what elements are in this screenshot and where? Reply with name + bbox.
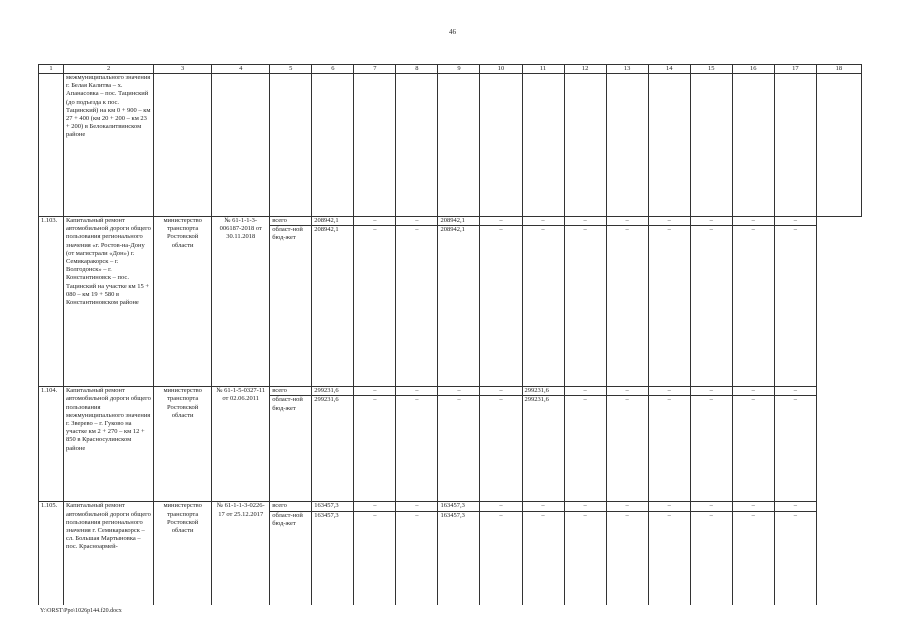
empty-value-dash: – (732, 226, 774, 387)
column-number: 1 (39, 65, 64, 74)
amount-value: 299231,6 (522, 396, 564, 502)
empty-value-dash: – (606, 387, 648, 396)
empty-cell (396, 74, 438, 217)
empty-value-dash: – (648, 387, 690, 396)
column-number: 18 (816, 65, 861, 74)
empty-value-dash: – (480, 217, 522, 226)
empty-cell (648, 74, 690, 217)
empty-value-dash: – (564, 502, 606, 511)
column-number-row (39, 65, 862, 74)
empty-value-dash: – (354, 217, 396, 226)
amount-value: 299231,6 (312, 387, 354, 396)
empty-value-dash: – (480, 226, 522, 387)
funding-source: всего (270, 387, 312, 396)
responsible-agency: министерство транспорта Ростовской области (154, 217, 212, 387)
column-number: 8 (396, 65, 438, 74)
table-row (39, 387, 862, 396)
column-number: 11 (522, 65, 564, 74)
item-description: межмуниципального значения г. Белая Калитва – х. Апанасовка – пос. Тацинский (до подъезда к пос. Тацинский) на км 0 + 900 – км 27 + 400 (км 20 + 200 – км 23 + 200) в Белокалитвинском районе (64, 74, 154, 217)
empty-value-dash: – (606, 511, 648, 605)
empty-value-dash: – (354, 511, 396, 605)
empty-cell (774, 74, 816, 217)
project-document: № 61-1-5-0327-11 от 02.06.2011 (212, 387, 270, 502)
empty-value-dash: – (396, 217, 438, 226)
empty-value-dash: – (564, 511, 606, 605)
column-number: 6 (312, 65, 354, 74)
empty-value-dash: – (690, 387, 732, 396)
empty-value-dash: – (480, 511, 522, 605)
empty-value-dash: – (522, 217, 564, 226)
amount-value: 208942,1 (312, 217, 354, 226)
empty-cell (732, 74, 774, 217)
item-description: Капитальный ремонт автомобильной дороги общего пользования регионального значения «г. Ростов-на-Дону (от магистрали «Дон») г. Семикаракорск – г. Волгодонск» – г. Константиновск – пос. Тацинский на участке км 15 + 080 – км 19 + 580 в Константиновском районе (64, 217, 154, 387)
empty-value-dash: – (438, 387, 480, 396)
empty-value-dash: – (648, 502, 690, 511)
empty-cell (606, 74, 648, 217)
funding-source: всего (270, 217, 312, 226)
empty-value-dash: – (732, 511, 774, 605)
funding-source: област-ной бюд-жет (270, 226, 312, 387)
item-number: 1.103. (39, 217, 64, 387)
empty-value-dash: – (732, 217, 774, 226)
column-number: 7 (354, 65, 396, 74)
empty-value-dash: – (690, 511, 732, 605)
empty-value-dash: – (564, 217, 606, 226)
table-row (39, 74, 862, 217)
empty-value-dash: – (480, 396, 522, 502)
column-number: 3 (154, 65, 212, 74)
empty-value-dash: – (522, 226, 564, 387)
responsible-agency: министерство транспорта Ростовской области (154, 387, 212, 502)
empty-cell (312, 74, 354, 217)
empty-value-dash: – (564, 226, 606, 387)
amount-value: 208942,1 (438, 226, 480, 387)
empty-value-dash: – (522, 502, 564, 511)
funding-source: област-ной бюд-жет (270, 511, 312, 605)
empty-cell (480, 74, 522, 217)
table-body (39, 65, 862, 606)
table-row (39, 217, 862, 226)
empty-value-dash: – (396, 511, 438, 605)
empty-value-dash: – (774, 217, 816, 226)
empty-value-dash: – (732, 396, 774, 502)
amount-value: 163457,3 (438, 502, 480, 511)
empty-value-dash: – (774, 502, 816, 511)
amount-value: 299231,6 (522, 387, 564, 396)
empty-value-dash: – (690, 502, 732, 511)
empty-cell (354, 74, 396, 217)
empty-value-dash: – (774, 511, 816, 605)
amount-value: 208942,1 (312, 226, 354, 387)
empty-cell (522, 74, 564, 217)
data-table (38, 64, 862, 605)
empty-value-dash: – (648, 511, 690, 605)
amount-value: 299231,6 (312, 396, 354, 502)
column-number: 12 (564, 65, 606, 74)
column-number: 5 (270, 65, 312, 74)
empty-value-dash: – (690, 217, 732, 226)
item-description: Капитальный ремонт автомобильной дороги общего пользования регионального значения г. Семикаракорск – сл. Большая Мартыновка – пос. Красноармей- (64, 502, 154, 605)
empty-value-dash: – (396, 226, 438, 387)
empty-value-dash: – (522, 511, 564, 605)
empty-value-dash: – (732, 387, 774, 396)
empty-value-dash: – (396, 396, 438, 502)
empty-value-dash: – (354, 387, 396, 396)
column-number: 15 (690, 65, 732, 74)
project-document (212, 74, 270, 217)
empty-cell (270, 74, 312, 217)
empty-value-dash: – (648, 217, 690, 226)
footer-file-path: Y:\ORST\Ppo\1026p144.f20.docx (40, 608, 122, 614)
empty-value-dash: – (648, 396, 690, 502)
empty-cell (690, 74, 732, 217)
empty-value-dash: – (648, 226, 690, 387)
column-number: 4 (212, 65, 270, 74)
empty-value-dash: – (606, 217, 648, 226)
empty-value-dash: – (480, 387, 522, 396)
amount-value: 163457,3 (312, 502, 354, 511)
empty-value-dash: – (774, 387, 816, 396)
responsible-agency (154, 74, 212, 217)
empty-value-dash: – (690, 396, 732, 502)
funding-source: всего (270, 502, 312, 511)
empty-value-dash: – (732, 502, 774, 511)
empty-value-dash: – (606, 226, 648, 387)
table-container (38, 64, 862, 605)
empty-value-dash: – (354, 396, 396, 502)
column-number: 14 (648, 65, 690, 74)
amount-value: 208942,1 (438, 217, 480, 226)
page-number: 46 (449, 28, 456, 36)
column-number: 9 (438, 65, 480, 74)
responsible-agency: министерство транспорта Ростовской области (154, 502, 212, 605)
amount-value: 163457,3 (312, 511, 354, 605)
empty-value-dash: – (564, 387, 606, 396)
amount-value: 163457,3 (438, 511, 480, 605)
empty-cell (816, 74, 861, 217)
empty-value-dash: – (606, 502, 648, 511)
empty-cell (438, 74, 480, 217)
column-number: 10 (480, 65, 522, 74)
column-number: 13 (606, 65, 648, 74)
column-number: 17 (774, 65, 816, 74)
empty-value-dash: – (354, 226, 396, 387)
project-document: № 61-1-1-3-0226-17 от 25.12.2017 (212, 502, 270, 605)
empty-value-dash: – (438, 396, 480, 502)
empty-value-dash: – (564, 396, 606, 502)
empty-value-dash: – (606, 396, 648, 502)
column-number: 16 (732, 65, 774, 74)
item-number: 1.105. (39, 502, 64, 605)
empty-value-dash: – (354, 502, 396, 511)
empty-value-dash: – (690, 226, 732, 387)
column-number: 2 (64, 65, 154, 74)
item-number: 1.104. (39, 387, 64, 502)
empty-value-dash: – (480, 502, 522, 511)
empty-value-dash: – (396, 387, 438, 396)
project-document: № 61-1-1-3-006187-2018 от 30.11.2018 (212, 217, 270, 387)
empty-value-dash: – (774, 396, 816, 502)
funding-source: област-ной бюд-жет (270, 396, 312, 502)
item-description: Капитальный ремонт автомобильной дороги общего пользования межмуниципального значения г. Зверево – г. Гуково на участке км 2 + 270 – км 12 + 850 в Красносулинском районе (64, 387, 154, 502)
empty-value-dash: – (396, 502, 438, 511)
empty-value-dash: – (774, 226, 816, 387)
item-number (39, 74, 64, 217)
empty-cell (564, 74, 606, 217)
table-row (39, 502, 862, 511)
